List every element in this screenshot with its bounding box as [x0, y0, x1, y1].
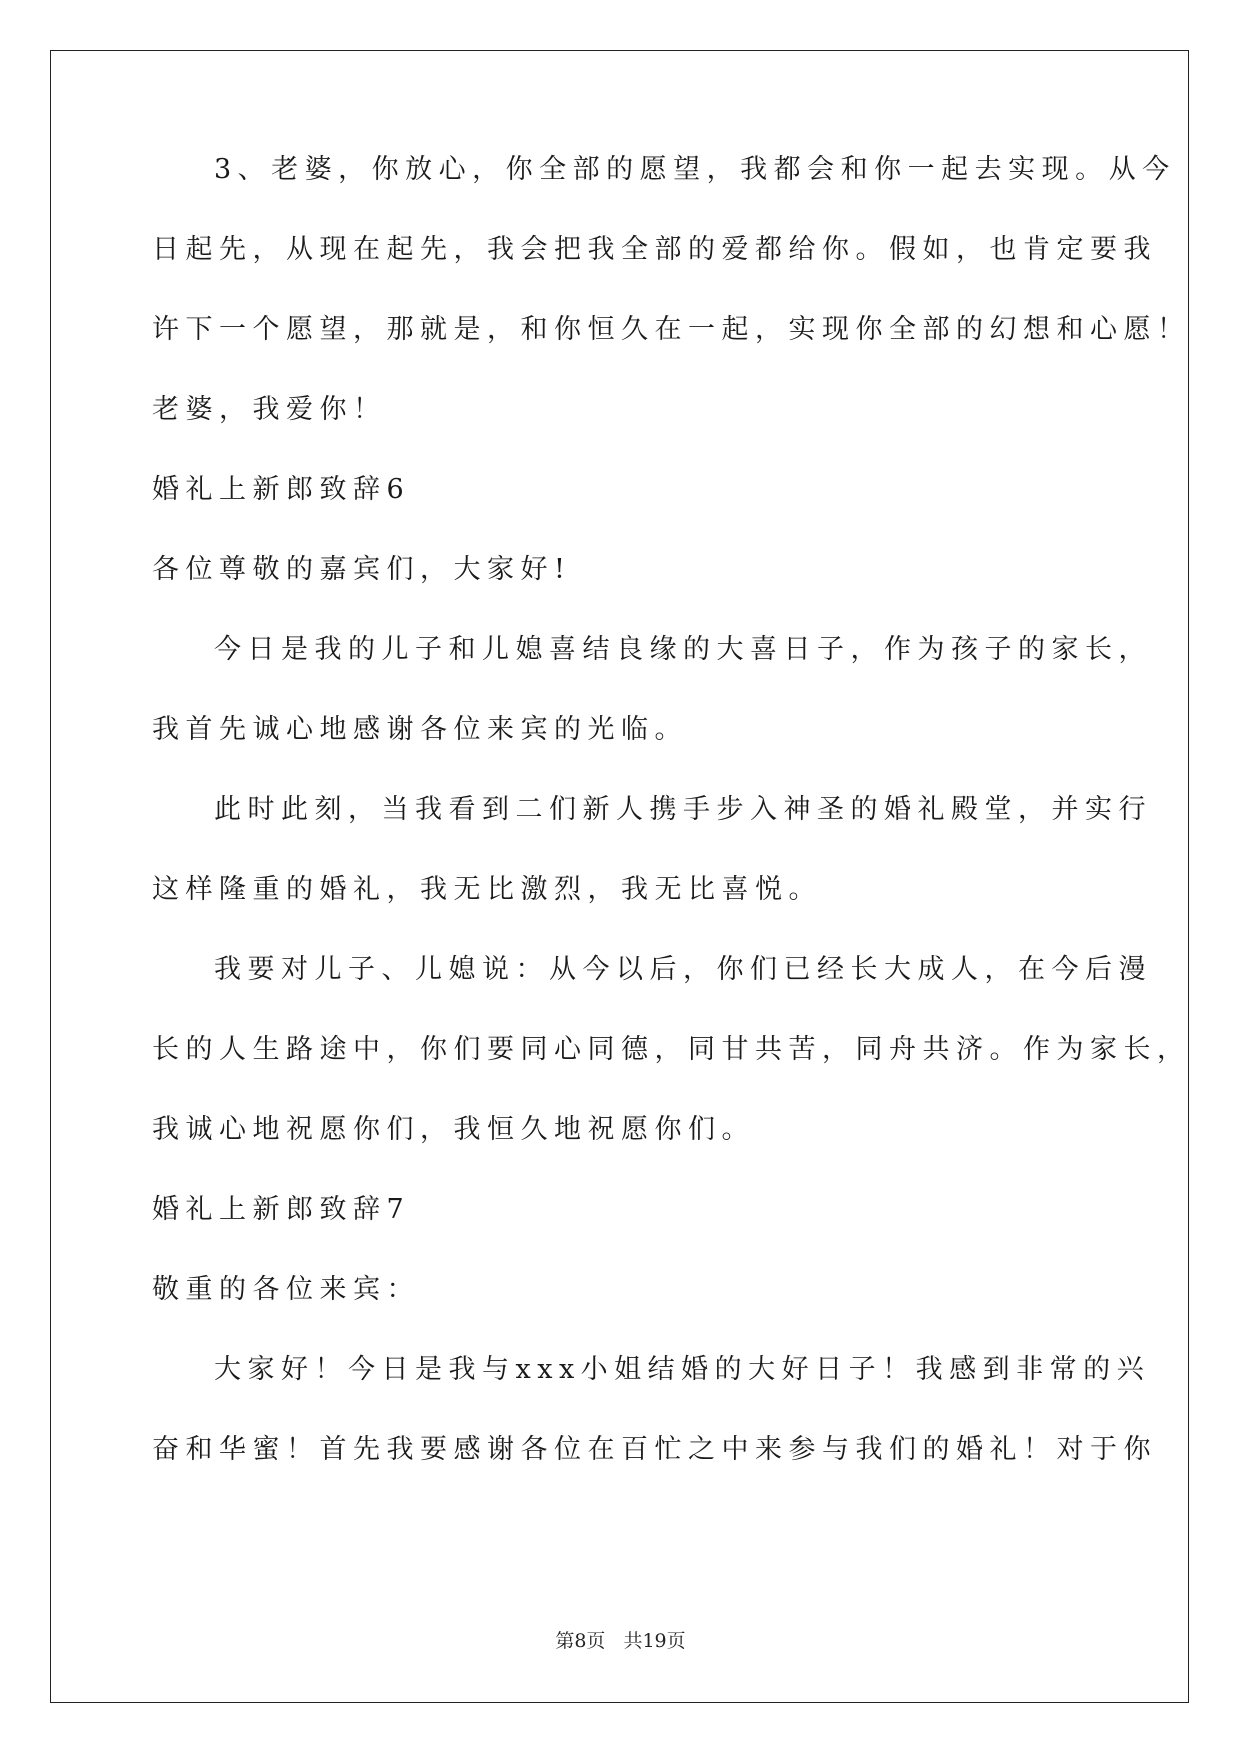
paragraph-line: 这样隆重的婚礼，我无比激烈，我无比喜悦。	[152, 874, 822, 905]
page-footer	[0, 1626, 1241, 1653]
paragraph-line: 日起先，从现在起先，我会把我全部的爱都给你。假如，也肯定要我	[152, 234, 1157, 265]
paragraph-line: 奋和华蜜！首先我要感谢各位在百忙之中来参与我们的婚礼！对于你	[152, 1434, 1157, 1465]
page-number: 第8页	[555, 1630, 606, 1652]
paragraph-line: 各位尊敬的嘉宾们，大家好!	[152, 554, 572, 585]
paragraph-line: 许下一个愿望，那就是，和你恒久在一起，实现你全部的幻想和心愿！	[152, 314, 1191, 345]
paragraph-line: 我诚心地祝愿你们，我恒久地祝愿你们。	[152, 1114, 755, 1145]
paragraph-line: 此时此刻，当我看到二们新人携手步入神圣的婚礼殿堂，并实行	[214, 794, 1152, 825]
paragraph-line: 3、老婆，你放心，你全部的愿望，我都会和你一起去实现。从今	[214, 154, 1176, 185]
paragraph-line: 我首先诚心地感谢各位来宾的光临。	[152, 714, 688, 745]
paragraph-line: 敬重的各位来宾：	[152, 1274, 420, 1305]
section-heading: 婚礼上新郎致辞7	[152, 1194, 411, 1225]
paragraph-line: 今日是我的儿子和儿媳喜结良缘的大喜日子，作为孩子的家长，	[214, 634, 1152, 665]
section-heading: 婚礼上新郎致辞6	[152, 474, 411, 505]
page-total: 共19页	[623, 1630, 686, 1652]
paragraph-line: 老婆，我爱你！	[152, 394, 387, 425]
paragraph-line: 大家好！今日是我与xxx小姐结婚的大好日子！我感到非常的兴	[214, 1354, 1151, 1385]
paragraph-line: 我要对儿子、儿媳说：从今以后，你们已经长大成人，在今后漫	[214, 954, 1152, 985]
paragraph-line: 长的人生路途中，你们要同心同德，同甘共苦，同舟共济。作为家长，	[152, 1034, 1191, 1065]
